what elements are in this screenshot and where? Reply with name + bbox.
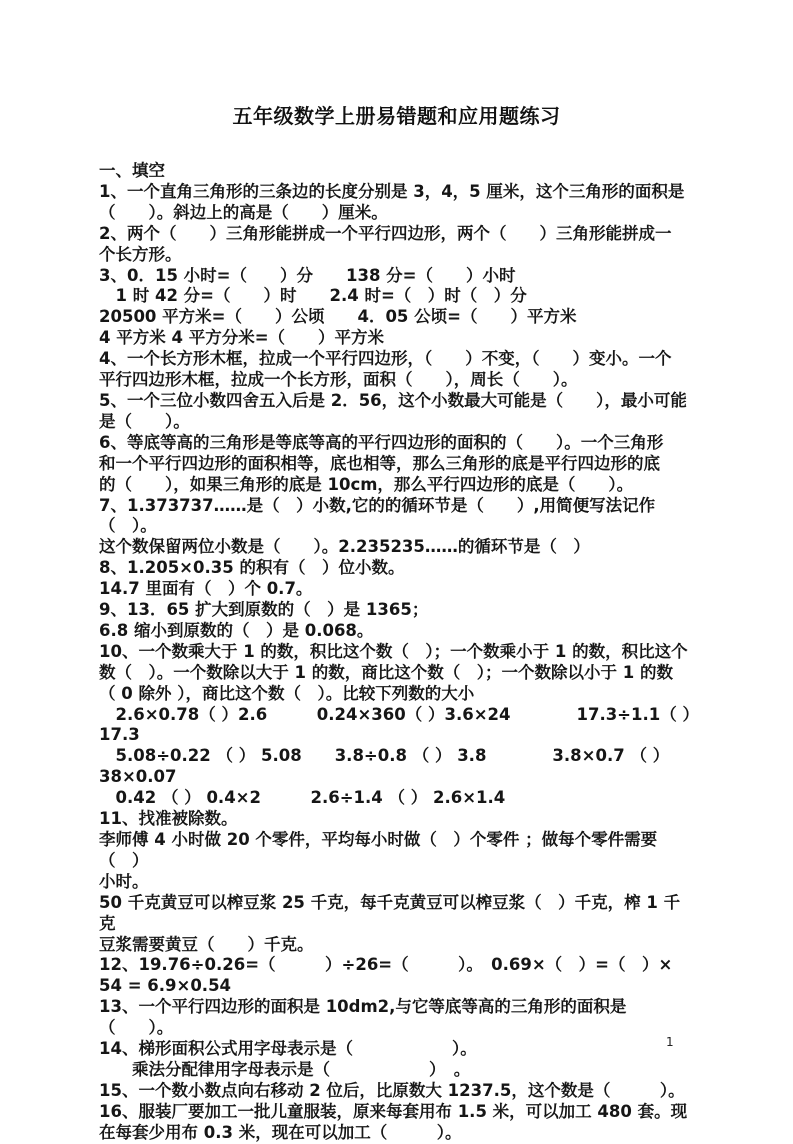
text-line: 1 时 42 分=（ ）时 2.4 时=（ ）时（ ）分 — [99, 286, 527, 306]
page-number: 1 — [666, 1035, 674, 1049]
text-line: 54 = 6.9×0.54 — [99, 976, 232, 996]
text-line: 4、一个长方形木框，拉成一个平行四边形，（ ）不变，（ ）变小。一个 — [99, 349, 672, 369]
text-line: 16、服装厂要加工一批儿童服装，原来每套用布 1.5 米，可以加工 480 套。现 — [99, 1101, 688, 1121]
text-line: 平行四边形木框，拉成一个长方形，面积（ ），周长（ ）。 — [99, 370, 578, 390]
text-line: 在每套少用布 0.3 米，现在可以加工（ ）。 — [99, 1122, 462, 1142]
text-line: 14、梯形面积公式用字母表示是（ ）。 — [99, 1039, 477, 1059]
text-line: 0.42 （ ） 0.4×2 2.6÷1.4 （ ） 2.6×1.4 — [99, 788, 506, 808]
text-line: 个长方形。 — [99, 244, 182, 264]
text-line: （ ）。斜边上的高是（ ）厘米。 — [99, 202, 388, 222]
text-line: 20500 平方米=（ ）公顷 4．05 公顷=（ ）平方米 — [99, 307, 577, 327]
text-line: 4 平方米 4 平方分米=（ ）平方米 — [99, 328, 385, 348]
document-title: 五年级数学上册易错题和应用题练习 — [232, 104, 561, 128]
text-line: 数（ ）。一个数除以大于 1 的数，商比这个数（ ）；一个数除以小于 1 的数 — [99, 662, 673, 682]
text-line: 13、一个平行四边形的面积是 10dm2,与它等底等高的三角形的面积是（ ）。 — [99, 997, 627, 1038]
text-line: 李师傅 4 小时做 20 个零件，平均每小时做（ ）个零件 ；做每个零件需要（ ） — [99, 830, 658, 870]
text-line: 50 千克黄豆可以榨豆浆 25 千克，每千克黄豆可以榨豆浆（ ）千克，榨 1 千克 — [99, 892, 681, 933]
text-line: 12、19.76÷0.26=（ ）÷26=（ ）。 0.69×（ ）=（ ）× — [99, 955, 673, 975]
text-line: 15、一个数小数点向右移动 2 位后，比原数大 1237.5，这个数是（ ）。 — [99, 1080, 685, 1100]
text-line: 是（ ）。 — [99, 411, 190, 431]
text-line: 11、找准被除数。 — [99, 809, 238, 829]
document-body — [99, 161, 695, 1144]
text-line: 2、两个（ ）三角形能拼成一个平行四边形，两个（ ）三角形能拼成一 — [99, 223, 672, 243]
text-line: 2.6×0.78（ ）2.6 0.24×360（ ）3.6×24 17.3÷1.1（ ）17.3 — [99, 704, 691, 745]
text-line: 8、1.205×0.35 的积有（ ）位小数。 — [99, 558, 405, 578]
text-line: 乘法分配律用字母表示是（ ） 。 — [99, 1059, 471, 1079]
text-line: 9、13．65 扩大到原数的（ ）是 1365； — [99, 600, 429, 620]
text-line: 豆浆需要黄豆（ ）千克。 — [99, 934, 314, 954]
text-line: 5、一个三位小数四舍五入后是 2．56，这个小数最大可能是（ ），最小可能 — [99, 390, 687, 410]
text-line: 这个数保留两位小数是（ ）。2.235235……的循环节是（ ） — [99, 537, 590, 557]
text-line: 的（ ），如果三角形的底是 10cm，那么平行四边形的底是（ ）。 — [99, 474, 634, 494]
text-line: 1、一个直角三角形的三条边的长度分别是 3，4，5 厘米，这个三角形的面积是 — [99, 181, 685, 201]
text-line: 6.8 缩小到原数的（ ）是 0.068。 — [99, 620, 374, 640]
text-line: 10、一个数乘大于 1 的数，积比这个数（ ）；一个数乘小于 1 的数，积比这个 — [99, 641, 688, 661]
text-line: 小时。 — [99, 871, 149, 891]
text-line: （ 0 除外 ），商比这个数（ ）。比较下列数的大小 — [99, 683, 475, 703]
text-line: 14.7 里面有（ ）个 0.7。 — [99, 579, 313, 599]
text-line: 和一个平行四边形的面积相等，底也相等，那么三角形的底是平行四边形的底 — [99, 453, 660, 473]
text-line: 3、0．15 小时=（ ）分 138 分=（ ）小时 — [99, 265, 516, 285]
section-heading: 一、填空 — [99, 161, 165, 180]
text-line: 5.08÷0.22 （ ） 5.08 3.8÷0.8 （ ） 3.8 3.8×0.7 （ ） 38×0.07 — [99, 746, 675, 787]
text-line: 7、1.373737……是（ ）小数,它的的循环节是（ ）,用简便写法记作（ ）。 — [99, 495, 656, 536]
text-line: 6、等底等高的三角形是等底等高的平行四边形的面积的（ ）。一个三角形 — [99, 432, 664, 452]
